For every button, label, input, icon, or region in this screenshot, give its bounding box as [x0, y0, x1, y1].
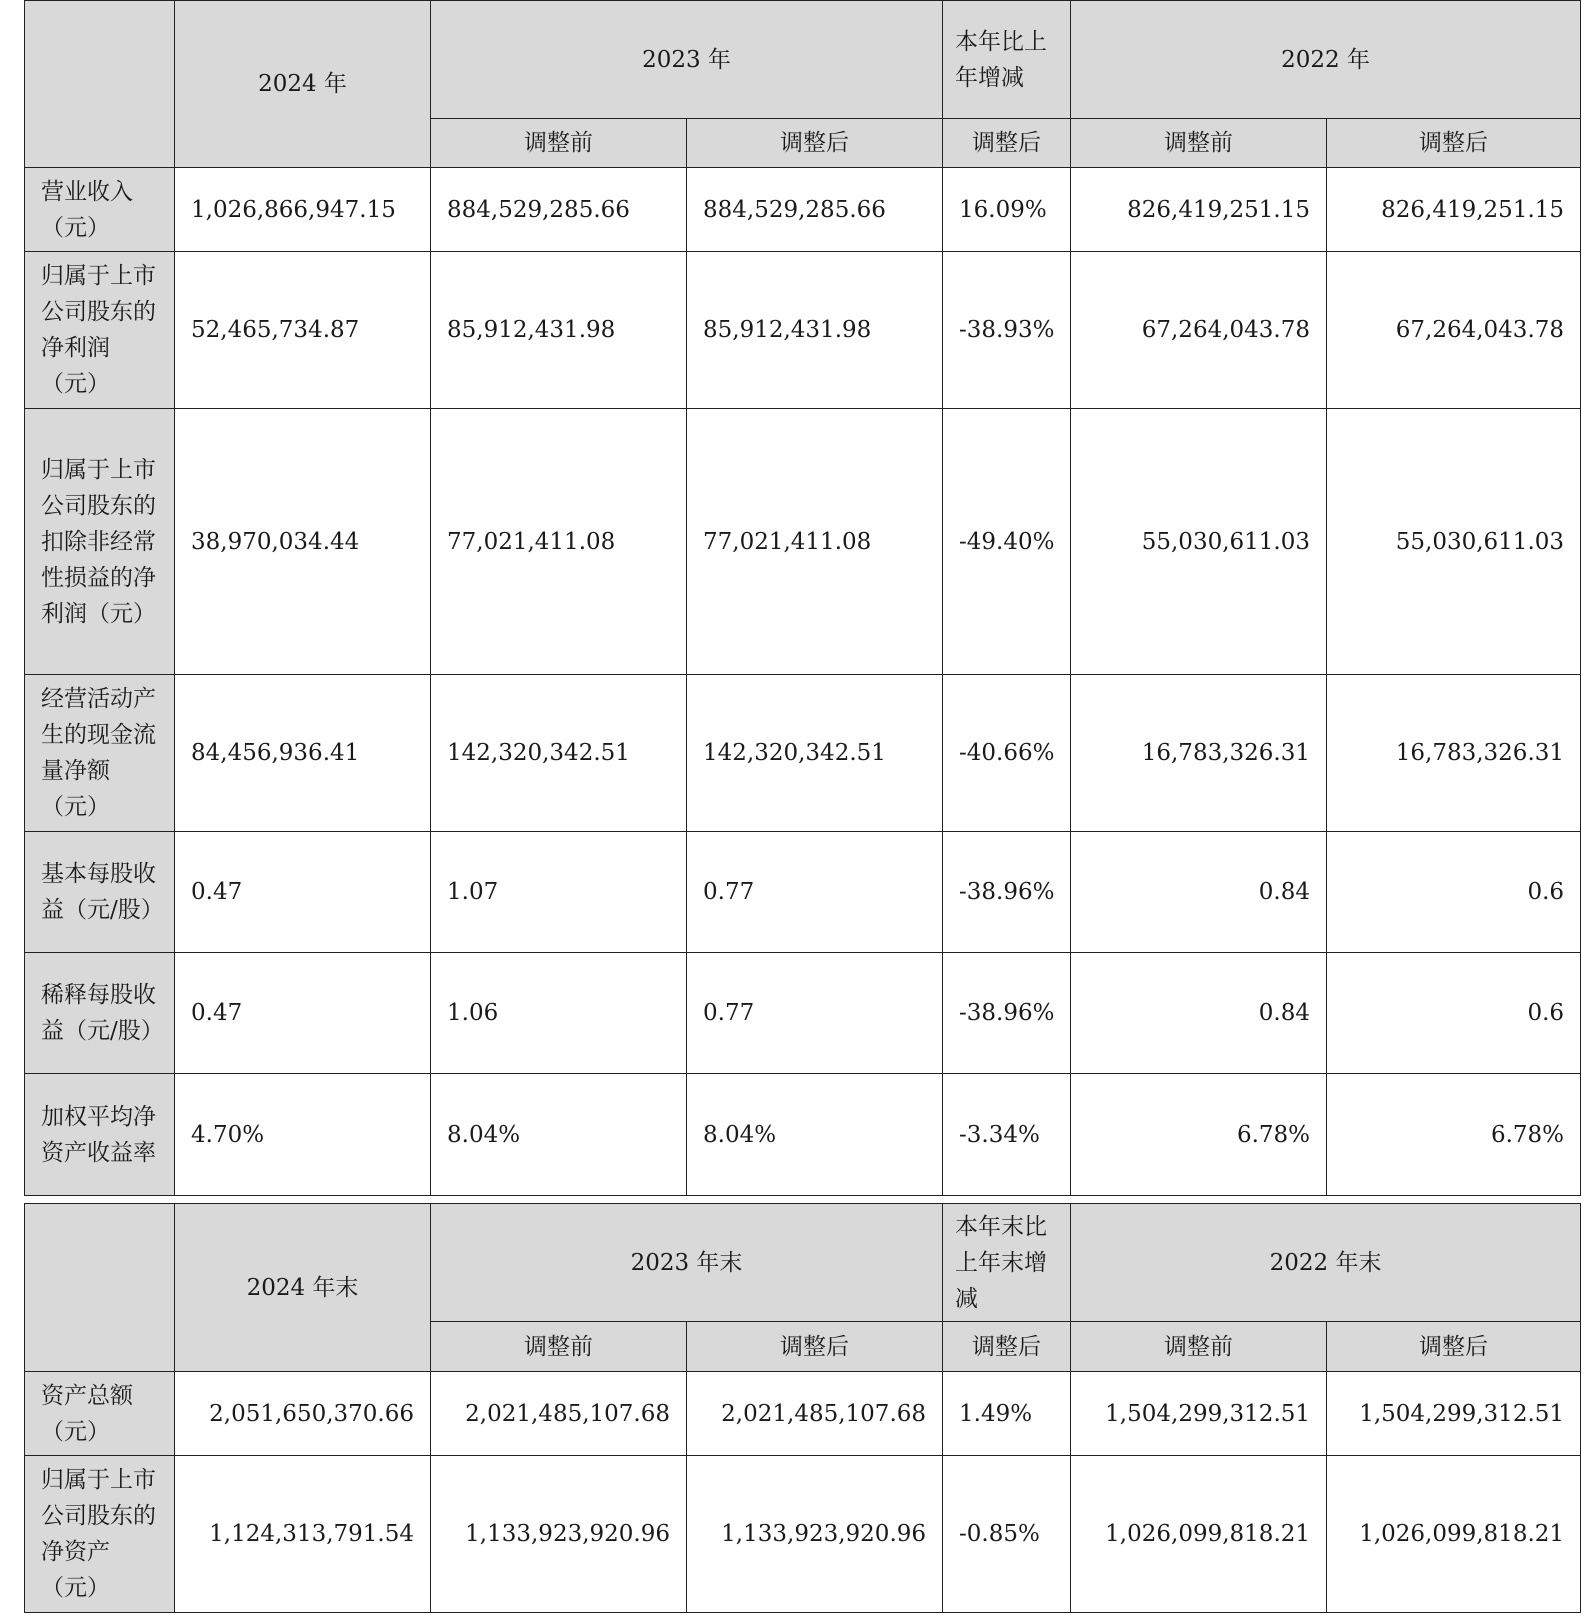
cell-2022-after: 67,264,043.78: [1327, 252, 1581, 409]
header-2022-before: 调整前: [1071, 1322, 1327, 1372]
header-2022-end: 2022 年末: [1071, 1204, 1581, 1322]
cell-2023-before: 85,912,431.98: [431, 252, 687, 409]
cell-change: 1.49%: [943, 1372, 1071, 1456]
cell-2024: 0.47: [175, 953, 431, 1074]
table-row: [25, 1074, 1581, 1196]
table-row: [25, 168, 1581, 252]
cell-2022-before: 0.84: [1071, 953, 1327, 1074]
cell-2023-before: 142,320,342.51: [431, 675, 687, 832]
cell-2022-before: 0.84: [1071, 832, 1327, 953]
cell-2022-after: 16,783,326.31: [1327, 675, 1581, 832]
header-corner: [25, 1204, 175, 1372]
table-row: [25, 252, 1581, 409]
table-row: [25, 409, 1581, 675]
cell-2022-before: 55,030,611.03: [1071, 409, 1327, 675]
header-2022-after: 调整后: [1327, 119, 1581, 168]
cell-2024: 1,026,866,947.15: [175, 168, 431, 252]
cell-2022-before: 6.78%: [1071, 1074, 1327, 1196]
cell-2023-before: 1.06: [431, 953, 687, 1074]
row-label: 稀释每股收益（元/股）: [25, 953, 175, 1074]
header-change: 本年末比上年末增减: [943, 1204, 1071, 1322]
cell-2023-before: 1.07: [431, 832, 687, 953]
cell-2022-after: 1,026,099,818.21: [1327, 1456, 1581, 1613]
cell-2024: 84,456,936.41: [175, 675, 431, 832]
key-metrics-table: [24, 0, 1581, 1196]
table-row: [25, 675, 1581, 832]
row-label: 归属于上市公司股东的净资产（元）: [25, 1456, 175, 1613]
header-change-after: 调整后: [943, 119, 1071, 168]
cell-2024: 1,124,313,791.54: [175, 1456, 431, 1613]
cell-change: -38.96%: [943, 953, 1071, 1074]
cell-2023-before: 8.04%: [431, 1074, 687, 1196]
row-label: 基本每股收益（元/股）: [25, 832, 175, 953]
cell-change: 16.09%: [943, 168, 1071, 252]
header-2024: 2024 年: [175, 1, 431, 168]
header-corner: [25, 1, 175, 168]
cell-2022-after: 55,030,611.03: [1327, 409, 1581, 675]
cell-2024: 4.70%: [175, 1074, 431, 1196]
cell-2023-before: 884,529,285.66: [431, 168, 687, 252]
cell-2024: 2,051,650,370.66: [175, 1372, 431, 1456]
cell-2022-before: 826,419,251.15: [1071, 168, 1327, 252]
cell-2023-after: 2,021,485,107.68: [687, 1372, 943, 1456]
cell-2022-before: 1,026,099,818.21: [1071, 1456, 1327, 1613]
cell-2022-before: 1,504,299,312.51: [1071, 1372, 1327, 1456]
cell-2024: 0.47: [175, 832, 431, 953]
table-row: [25, 832, 1581, 953]
cell-2024: 38,970,034.44: [175, 409, 431, 675]
cell-2022-after: 0.6: [1327, 953, 1581, 1074]
cell-2022-after: 0.6: [1327, 832, 1581, 953]
cell-2023-before: 2,021,485,107.68: [431, 1372, 687, 1456]
header-2023-before: 调整前: [431, 1322, 687, 1372]
row-label: 经营活动产生的现金流量净额（元）: [25, 675, 175, 832]
cell-change: -0.85%: [943, 1456, 1071, 1613]
cell-2023-after: 0.77: [687, 953, 943, 1074]
header-2023-end: 2023 年末: [431, 1204, 943, 1322]
cell-change: -49.40%: [943, 409, 1071, 675]
header-2023: 2023 年: [431, 1, 943, 119]
cell-2023-before: 77,021,411.08: [431, 409, 687, 675]
row-label: 归属于上市公司股东的扣除非经常性损益的净利润（元）: [25, 409, 175, 675]
cell-2023-after: 85,912,431.98: [687, 252, 943, 409]
row-label: 营业收入（元）: [25, 168, 175, 252]
header-2022-after: 调整后: [1327, 1322, 1581, 1372]
cell-2023-after: 142,320,342.51: [687, 675, 943, 832]
cell-change: -38.96%: [943, 832, 1071, 953]
cell-2022-before: 67,264,043.78: [1071, 252, 1327, 409]
row-label: 归属于上市公司股东的净利润（元）: [25, 252, 175, 409]
header-change: 本年比上年增减: [943, 1, 1071, 119]
header-2023-after: 调整后: [687, 119, 943, 168]
cell-2024: 52,465,734.87: [175, 252, 431, 409]
cell-change: -40.66%: [943, 675, 1071, 832]
cell-2022-after: 6.78%: [1327, 1074, 1581, 1196]
cell-change: -38.93%: [943, 252, 1071, 409]
cell-2023-after: 1,133,923,920.96: [687, 1456, 943, 1613]
table-row: [25, 1456, 1581, 1613]
cell-2023-after: 8.04%: [687, 1074, 943, 1196]
cell-2022-before: 16,783,326.31: [1071, 675, 1327, 832]
header-2024-end: 2024 年末: [175, 1204, 431, 1372]
header-2022-before: 调整前: [1071, 119, 1327, 168]
cell-2023-after: 0.77: [687, 832, 943, 953]
cell-2023-after: 77,021,411.08: [687, 409, 943, 675]
cell-change: -3.34%: [943, 1074, 1071, 1196]
row-label: 资产总额（元）: [25, 1372, 175, 1456]
row-label: 加权平均净资产收益率: [25, 1074, 175, 1196]
cell-2023-before: 1,133,923,920.96: [431, 1456, 687, 1613]
header-2023-after: 调整后: [687, 1322, 943, 1372]
table-row: [25, 953, 1581, 1074]
table-row: [25, 1372, 1581, 1456]
cell-2023-after: 884,529,285.66: [687, 168, 943, 252]
cell-2022-after: 826,419,251.15: [1327, 168, 1581, 252]
header-2022: 2022 年: [1071, 1, 1581, 119]
header-change-after: 调整后: [943, 1322, 1071, 1372]
cell-2022-after: 1,504,299,312.51: [1327, 1372, 1581, 1456]
header-2023-before: 调整前: [431, 119, 687, 168]
balance-metrics-table: [24, 1203, 1581, 1613]
